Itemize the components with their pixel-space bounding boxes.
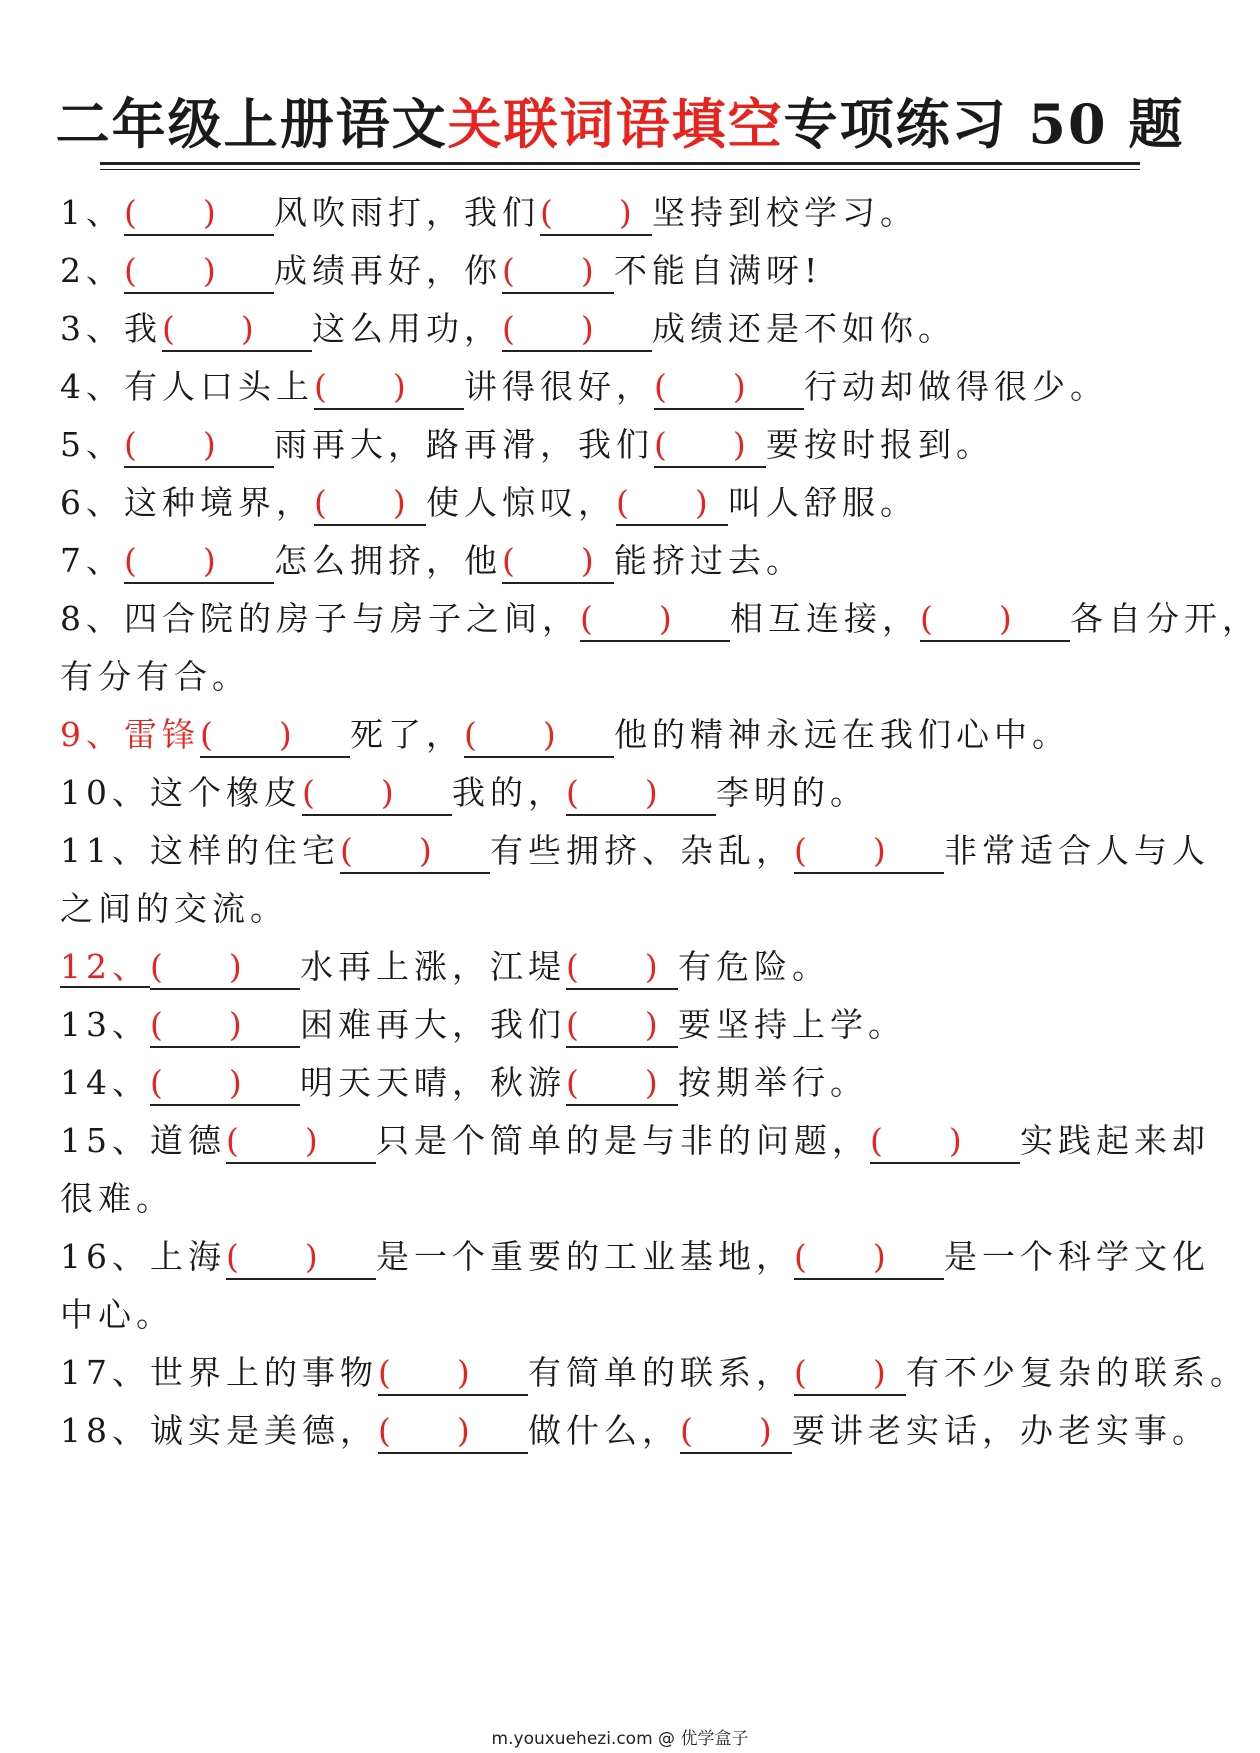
blank-parens: ( ) <box>314 483 406 522</box>
blank-parens: ( ) <box>378 1411 470 1450</box>
blank-parens: ( ) <box>162 309 254 348</box>
answer-blank[interactable] <box>340 830 490 874</box>
question-7 <box>60 528 1190 593</box>
question-text: 很难。 <box>60 1179 174 1218</box>
question-16-continuation <box>60 1282 1190 1347</box>
answer-blank[interactable] <box>162 308 312 352</box>
blank-parens: ( ) <box>340 831 432 870</box>
answer-blank[interactable] <box>794 1236 944 1280</box>
answer-blank[interactable] <box>378 1352 528 1396</box>
question-14 <box>60 1050 1190 1115</box>
question-text: 死了， <box>350 715 464 754</box>
question-text: 这种境界， <box>124 483 314 522</box>
blank-parens: ( ) <box>566 773 658 812</box>
blank-parens: ( ) <box>502 541 594 580</box>
question-text: 上海 <box>150 1237 226 1276</box>
blank-parens: ( ) <box>502 309 594 348</box>
title-part3: 专项练习 50 题 <box>783 92 1185 156</box>
question-2 <box>60 238 1190 303</box>
answer-blank[interactable] <box>920 598 1070 642</box>
blank-parens: ( ) <box>200 715 292 754</box>
question-text: 四合院的房子与房子之间， <box>124 599 580 638</box>
question-text: 世界上的事物 <box>150 1353 378 1392</box>
question-text: 明天天晴，秋游 <box>300 1063 566 1102</box>
question-11 <box>60 818 1210 883</box>
question-text: 风吹雨打，我们 <box>274 193 540 232</box>
answer-blank[interactable] <box>124 424 274 468</box>
question-number: 12、 <box>60 947 150 986</box>
question-number: 3、 <box>60 309 124 348</box>
answer-blank[interactable] <box>540 192 652 236</box>
question-text: 困难再大，我们 <box>300 1005 566 1044</box>
title-part2: 关联词语填空 <box>447 92 784 156</box>
question-text: 这样的住宅 <box>150 831 340 870</box>
question-4 <box>60 354 1190 419</box>
answer-blank[interactable] <box>124 250 274 294</box>
blank-parens: ( ) <box>124 193 216 232</box>
question-number: 10、 <box>60 773 150 812</box>
question-text: 按期举行。 <box>678 1063 868 1102</box>
question-number: 6、 <box>60 483 124 522</box>
blank-parens: ( ) <box>302 773 394 812</box>
question-text: 实践起来却 <box>1020 1121 1210 1160</box>
answer-blank[interactable] <box>580 598 730 642</box>
answer-blank[interactable] <box>200 714 350 758</box>
question-text: 怎么拥挤，他 <box>274 541 502 580</box>
blank-parens: ( ) <box>150 1005 242 1044</box>
blank-parens: ( ) <box>870 1121 962 1160</box>
answer-blank[interactable] <box>654 424 766 468</box>
blank-parens: ( ) <box>920 599 1012 638</box>
answer-blank[interactable] <box>302 772 452 816</box>
question-number: 7、 <box>60 541 124 580</box>
question-16 <box>60 1224 1210 1289</box>
question-12 <box>60 934 1190 999</box>
question-text: 之间的交流。 <box>60 889 288 928</box>
question-text: 他的精神永远在我们心中。 <box>614 715 1070 754</box>
question-18 <box>60 1398 1210 1463</box>
question-text: 这个橡皮 <box>150 773 302 812</box>
answer-blank[interactable] <box>566 1062 678 1106</box>
question-number: 2、 <box>60 251 124 290</box>
question-13 <box>60 992 1190 1057</box>
question-text: 道德 <box>150 1121 226 1160</box>
question-text: 要按时报到。 <box>766 425 994 464</box>
question-text: 中心。 <box>60 1295 174 1334</box>
question-text: 雷锋 <box>124 715 200 754</box>
question-text: 各自分开， <box>1070 599 1260 638</box>
blank-parens: ( ) <box>616 483 708 522</box>
answer-blank[interactable] <box>502 250 614 294</box>
question-text: 有分有合。 <box>60 657 250 696</box>
question-text: 非常适合人与人 <box>944 831 1210 870</box>
question-text: 雨再大，路再滑，我们 <box>274 425 654 464</box>
question-text: 我 <box>124 309 162 348</box>
answer-blank[interactable] <box>150 1062 300 1106</box>
question-number: 4、 <box>60 367 124 406</box>
question-text: 只是个简单的是与非的问题， <box>376 1121 870 1160</box>
question-number: 9、 <box>60 715 124 754</box>
blank-parens: ( ) <box>150 947 242 986</box>
question-text: 有人口头上 <box>124 367 314 406</box>
title-part1: 二年级上册语文 <box>55 92 448 156</box>
answer-blank[interactable] <box>150 1004 300 1048</box>
footer-watermark: m.youxuehezi.com @ 优学盒子 <box>491 1729 749 1749</box>
question-text: 坚持到校学习。 <box>652 193 918 232</box>
blank-parens: ( ) <box>566 1063 658 1102</box>
blank-parens: ( ) <box>580 599 672 638</box>
question-1 <box>60 180 1190 245</box>
blank-parens: ( ) <box>654 367 746 406</box>
question-text: 要坚持上学。 <box>678 1005 906 1044</box>
question-text: 李明的。 <box>716 773 868 812</box>
question-17 <box>60 1340 1248 1405</box>
question-number: 8、 <box>60 599 124 638</box>
question-text: 水再上涨，江堤 <box>300 947 566 986</box>
answer-blank[interactable] <box>566 772 716 816</box>
question-text: 不能自满呀! <box>614 251 823 290</box>
answer-blank[interactable] <box>794 1352 906 1396</box>
question-11-continuation <box>60 876 1190 941</box>
question-text: 诚实是美德， <box>150 1411 378 1450</box>
question-number: 14、 <box>60 1063 150 1102</box>
blank-parens: ( ) <box>124 425 216 464</box>
question-15-continuation <box>60 1166 1190 1231</box>
answer-blank[interactable] <box>150 946 300 990</box>
answer-blank[interactable] <box>680 1410 792 1454</box>
answer-blank[interactable] <box>502 540 614 584</box>
blank-parens: ( ) <box>566 947 658 986</box>
question-text: 我的， <box>452 773 566 812</box>
question-text: 相互连接， <box>730 599 920 638</box>
question-number: 13、 <box>60 1005 150 1044</box>
question-text: 做什么， <box>528 1411 680 1450</box>
question-text: 是一个科学文化 <box>944 1237 1210 1276</box>
blank-parens: ( ) <box>150 1063 242 1102</box>
question-text: 能挤过去。 <box>614 541 804 580</box>
blank-parens: ( ) <box>226 1237 318 1276</box>
blank-parens: ( ) <box>502 251 594 290</box>
answer-blank[interactable] <box>124 540 274 584</box>
question-10 <box>60 760 1190 825</box>
blank-parens: ( ) <box>226 1121 318 1160</box>
question-text: 有不少复杂的联系。 <box>906 1353 1248 1392</box>
question-number: 5、 <box>60 425 124 464</box>
question-number: 16、 <box>60 1237 150 1276</box>
question-5 <box>60 412 1190 477</box>
question-text: 有危险。 <box>678 947 830 986</box>
blank-parens: ( ) <box>124 251 216 290</box>
answer-blank[interactable] <box>794 830 944 874</box>
question-number: 11、 <box>60 831 150 870</box>
answer-blank[interactable] <box>566 946 678 990</box>
blank-parens: ( ) <box>794 1353 886 1392</box>
question-text: 是一个重要的工业基地， <box>376 1237 794 1276</box>
question-text: 成绩再好，你 <box>274 251 502 290</box>
page-title <box>0 92 1240 156</box>
answer-blank[interactable] <box>616 482 728 526</box>
blank-parens: ( ) <box>566 1005 658 1044</box>
title-rule-thin <box>100 169 1140 170</box>
answer-blank[interactable] <box>464 714 614 758</box>
answer-blank[interactable] <box>566 1004 678 1048</box>
answer-blank[interactable] <box>502 308 652 352</box>
blank-parens: ( ) <box>794 831 886 870</box>
question-number: 17、 <box>60 1353 150 1392</box>
question-text: 叫人舒服。 <box>728 483 918 522</box>
question-text: 这么用功， <box>312 309 502 348</box>
blank-parens: ( ) <box>540 193 632 232</box>
answer-blank[interactable] <box>870 1120 1020 1164</box>
question-text: 成绩还是不如你。 <box>652 309 956 348</box>
blank-parens: ( ) <box>680 1411 772 1450</box>
answer-blank[interactable] <box>654 366 804 410</box>
blank-parens: ( ) <box>124 541 216 580</box>
question-15 <box>60 1108 1210 1173</box>
answer-blank[interactable] <box>314 482 426 526</box>
answer-blank[interactable] <box>314 366 464 410</box>
question-number: 15、 <box>60 1121 150 1160</box>
question-3 <box>60 296 1190 361</box>
title-rule-thick <box>100 162 1140 165</box>
question-number: 1、 <box>60 193 124 232</box>
answer-blank[interactable] <box>226 1120 376 1164</box>
answer-blank[interactable] <box>226 1236 376 1280</box>
answer-blank[interactable] <box>124 192 274 236</box>
question-text: 要讲老实话，办老实事。 <box>792 1411 1210 1450</box>
question-text: 有简单的联系， <box>528 1353 794 1392</box>
blank-parens: ( ) <box>794 1237 886 1276</box>
question-text: 行动却做得很少。 <box>804 367 1108 406</box>
blank-parens: ( ) <box>314 367 406 406</box>
blank-parens: ( ) <box>378 1353 470 1392</box>
question-8-continuation <box>60 644 1190 709</box>
blank-parens: ( ) <box>464 715 556 754</box>
question-6 <box>60 470 1190 535</box>
blank-parens: ( ) <box>654 425 746 464</box>
question-9 <box>60 702 1190 767</box>
question-text: 使人惊叹， <box>426 483 616 522</box>
question-number: 18、 <box>60 1411 150 1450</box>
question-8 <box>60 586 1260 651</box>
question-text: 讲得很好， <box>464 367 654 406</box>
answer-blank[interactable] <box>378 1410 528 1454</box>
question-text: 有些拥挤、杂乱， <box>490 831 794 870</box>
